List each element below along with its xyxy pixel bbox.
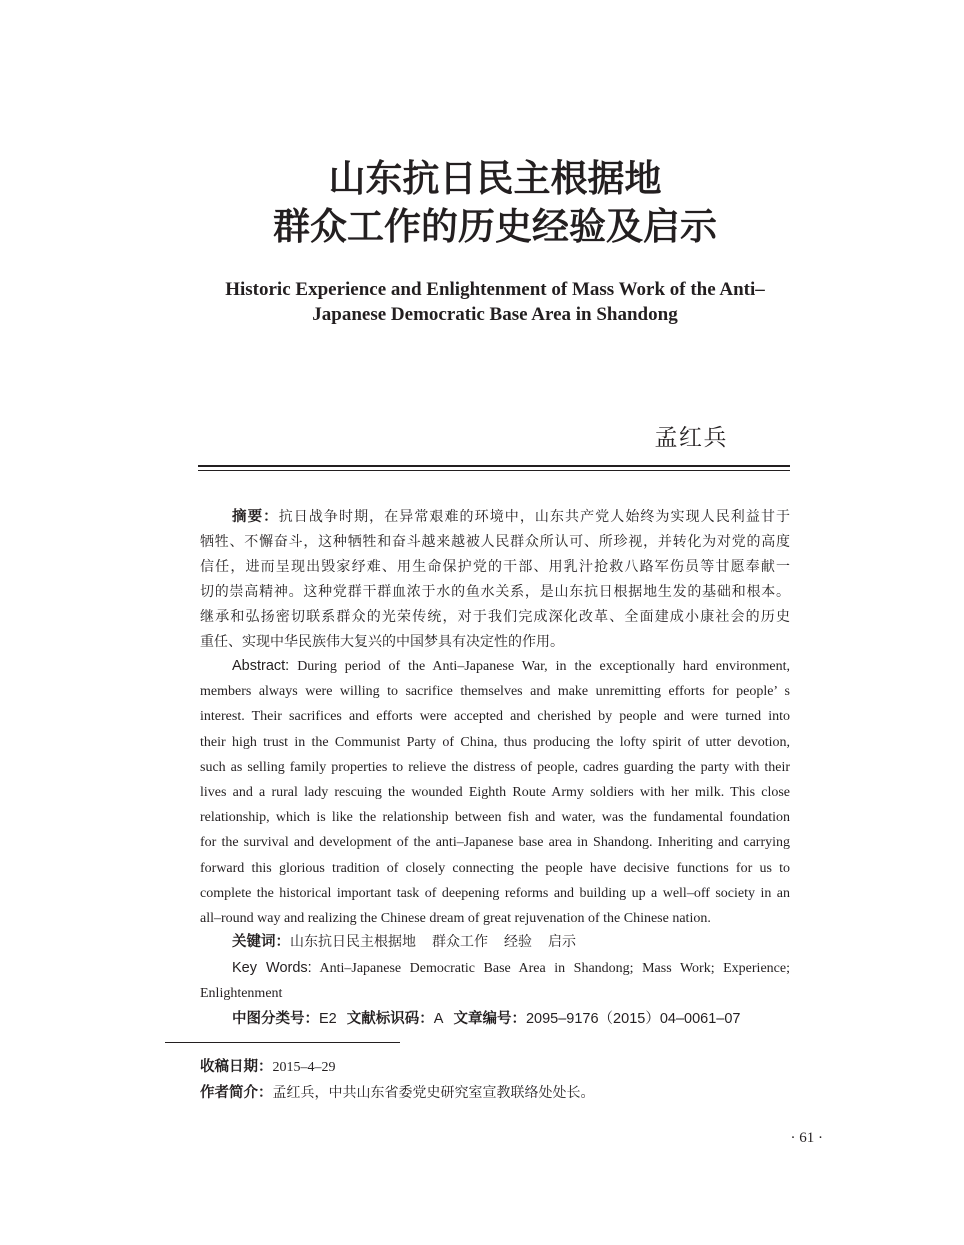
header-double-rule: [198, 465, 790, 471]
abstract-cn-line: 牺牲、不懈奋斗，这种牺牲和奋斗越来越被人民群众所认可、所珍视，并转化为对党的高度: [200, 534, 790, 550]
abstract-en-label: Abstract:: [232, 658, 290, 674]
abstract-en-line: all–round way and realizing the Chinese dream of great rejuvenation of the Chinese nation.: [200, 911, 711, 927]
author-bio-value: 孟红兵，中共山东省委党史研究室宣教联络处处长。: [272, 1085, 595, 1101]
title-cn-line: 群众工作的历史经验及启示: [273, 204, 717, 248]
title-en-line: Japanese Democratic Base Area in Shandong: [312, 304, 678, 325]
abstract-cn-line: 继承和弘扬密切联系群众的光荣传统，对于我们完成深化改革、全面建成小康社会的历史: [200, 609, 790, 625]
abstract-en-line: complete the historical important task of deepening reforms and building up a well–off society in an: [200, 885, 790, 901]
title-cn-line: 山东抗日民主根据地: [328, 156, 662, 200]
page-number: · 61 ·: [790, 1130, 823, 1146]
abstract-cn-line: 切的崇高精神。这种党群干群血浓于水的鱼水关系，是山东抗日根据地生发的基础和根本。: [200, 584, 790, 600]
abstract-en-line: relationship, which is like the relationship between fish and water, was the fundamental foundation: [200, 810, 790, 826]
abstract-en-line: such as selling family properties to relieve the distress of people, cadres guarding the party with their: [200, 759, 790, 775]
keywords-en-label: Key Words:: [232, 960, 312, 976]
received-date-value: 2015–4–29: [272, 1060, 336, 1075]
abstract-en-line: interest. Their sacrifices and efforts were accepted and cherished by people and were turned into: [200, 709, 790, 725]
article-id-label: 文章编号：: [453, 1011, 526, 1027]
abstract-cn-label: 摘要：: [232, 509, 279, 525]
document-code-label: 文献标识码：: [346, 1011, 434, 1027]
title-cn: [200, 154, 790, 250]
abstract-en-text: During period of the Anti–Japanese War, in the exceptionally hard environment,: [297, 659, 791, 674]
keyword-cn-term: 群众工作: [432, 934, 488, 950]
abstract-en: [200, 654, 790, 931]
keywords-en-text: Anti–Japanese Democratic Base Area in Shandong; Mass Work; Experience; Enlightenment: [200, 961, 790, 1001]
article-id-value: 2095–9176（2015）04–0061–07: [525, 1011, 741, 1027]
abstract-en-line: their high trust in the Communist Party of China, thus producing the lofty spirit of utter devotion,: [200, 734, 790, 750]
abstract-en-line: lives and a rural lady rescuing the wounded Eighth Route Army soldiers with her milk. This close: [200, 785, 790, 801]
abstract-cn: [200, 505, 790, 655]
footnote-rule: [165, 1042, 400, 1043]
keywords-cn-label: 关键词：: [232, 934, 290, 950]
classification-line: [200, 1007, 790, 1032]
keywords-en: [200, 956, 790, 1006]
clc-number-label: 中图分类号：: [232, 1011, 319, 1027]
abstract-cn-line: 重任、实现中华民族伟大复兴的中国梦具有决定性的作用。: [200, 634, 564, 650]
abstract-en-line: [200, 654, 790, 679]
footnote-received: [200, 1055, 790, 1080]
abstract-cn-line: 信任，进而呈现出毁家纾难、用生命保护党的干部、用乳汁抢救八路军伤员等甘愿奉献一: [200, 559, 790, 575]
title-en-line: Historic Experience and Enlightenment of Mass Work of the Anti–: [225, 279, 765, 300]
abstract-en-line: forward this glorious tradition of closely connecting the people have decisive functions for us to: [200, 860, 790, 876]
keywords-cn: [200, 930, 790, 955]
keyword-cn-term: 启示: [548, 934, 576, 950]
abstract-cn-line: [200, 505, 790, 530]
clc-number-value: E2: [319, 1011, 337, 1027]
document-code-value: A: [433, 1011, 444, 1027]
keyword-cn-term: 山东抗日民主根据地: [290, 934, 416, 950]
author-bio-label: 作者简介：: [200, 1085, 273, 1101]
keyword-cn-term: 经验: [504, 934, 532, 950]
author-name: 孟红兵: [654, 425, 728, 451]
abstract-cn-text: 抗日战争时期，在异常艰难的环境中，山东共产党人始终为实现人民利益甘于: [278, 509, 791, 525]
title-en: [200, 277, 790, 327]
footnote-author-bio: [200, 1081, 790, 1106]
abstract-en-line: for the survival and development of the anti–Japanese base area in Shandong. Inheriting and carrying: [200, 835, 790, 851]
received-date-label: 收稿日期：: [200, 1059, 273, 1075]
abstract-en-line: members always were willing to sacrifice themselves and make unremitting efforts for people’ s: [200, 684, 790, 700]
